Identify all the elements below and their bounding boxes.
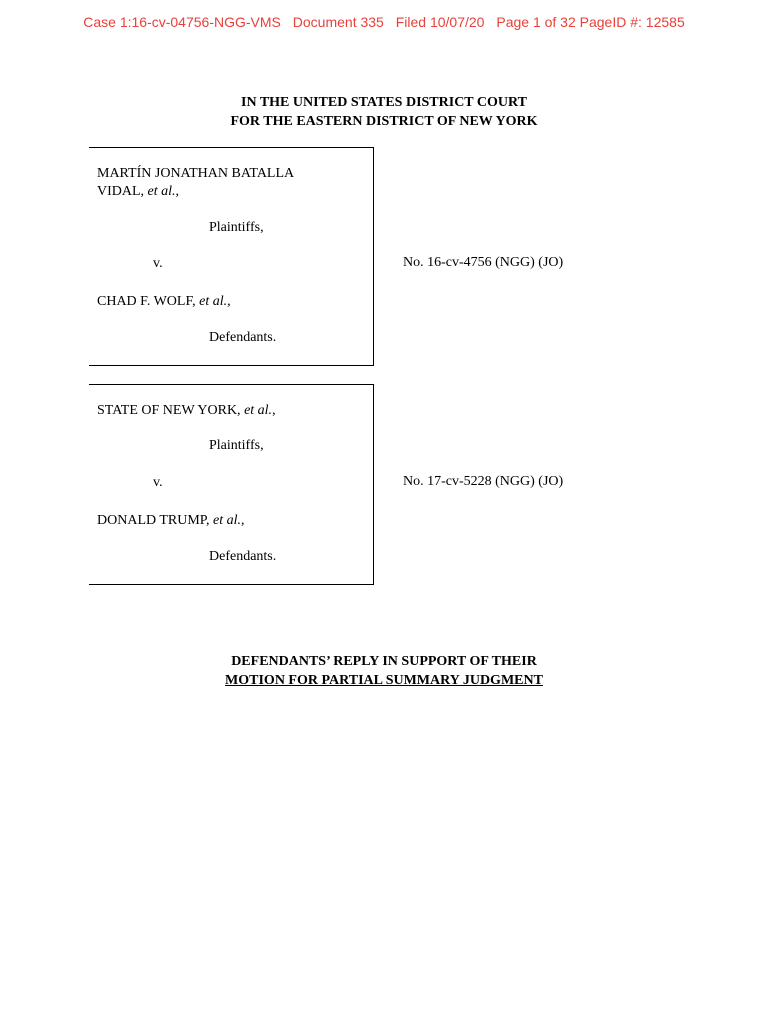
court-heading-line2: FOR THE EASTERN DISTRICT OF NEW YORK — [230, 114, 538, 129]
case1-defendant-comma: , — [227, 294, 231, 309]
document-title — [0, 652, 768, 690]
case2-docket-number: No. 17-cv-5228 (NGG) (JO) — [403, 474, 564, 489]
case1-plaintiff-etal: et al. — [147, 184, 176, 199]
case1-plaintiff-role: Plaintiffs, — [209, 220, 264, 235]
court-heading-line1: IN THE UNITED STATES DISTRICT COURT — [241, 95, 527, 110]
case2-versus: v. — [153, 475, 163, 490]
page-id-stamp: Page 1 of 32 PageID #: 12585 — [496, 14, 685, 30]
case1-plaintiff-line1: MARTÍN JONATHAN BATALLA — [97, 166, 295, 181]
case1-defendant-etal: et al. — [199, 294, 228, 309]
case2-plaintiff-name: STATE OF NEW YORK, — [97, 403, 241, 418]
case1-defendant — [97, 293, 231, 311]
caption-top-rule — [89, 147, 374, 148]
case1-defendant-role: Defendants. — [209, 330, 277, 345]
case-number-stamp: Case 1:16-cv-04756-NGG-VMS — [83, 14, 281, 30]
caption-top-rule — [89, 384, 374, 385]
case2-plaintiff — [97, 402, 276, 420]
case1-versus: v. — [153, 256, 163, 271]
document-title-line1: DEFENDANTS’ REPLY IN SUPPORT OF THEIR — [231, 654, 537, 669]
case2-defendant-role: Defendants. — [209, 549, 277, 564]
case1-plaintiff-comma: , — [175, 184, 180, 199]
case1-plaintiff-line2 — [97, 183, 294, 201]
case2-defendant-comma: , — [241, 513, 245, 528]
case2-plaintiff-etal: et al. — [244, 403, 273, 418]
filed-date-stamp: Filed 10/07/20 — [395, 14, 485, 30]
case2-defendant-name: DONALD TRUMP, — [97, 513, 210, 528]
case1-plaintiff-name-end: VIDAL, — [97, 184, 145, 199]
case2-plaintiff-role: Plaintiffs, — [209, 438, 264, 453]
document-title-line2: MOTION FOR PARTIAL SUMMARY JUDGMENT — [225, 673, 543, 688]
case1-defendant-name: CHAD F. WOLF, — [97, 294, 196, 309]
case2-defendant-etal: et al. — [213, 513, 242, 528]
case1-plaintiff — [97, 165, 294, 201]
case1-docket-number: No. 16-cv-4756 (NGG) (JO) — [403, 255, 564, 270]
ecf-header-stamp — [0, 14, 768, 30]
document-number-stamp: Document 335 — [292, 14, 384, 30]
court-heading — [0, 93, 768, 131]
case2-defendant — [97, 512, 245, 530]
case2-plaintiff-comma: , — [272, 403, 276, 418]
